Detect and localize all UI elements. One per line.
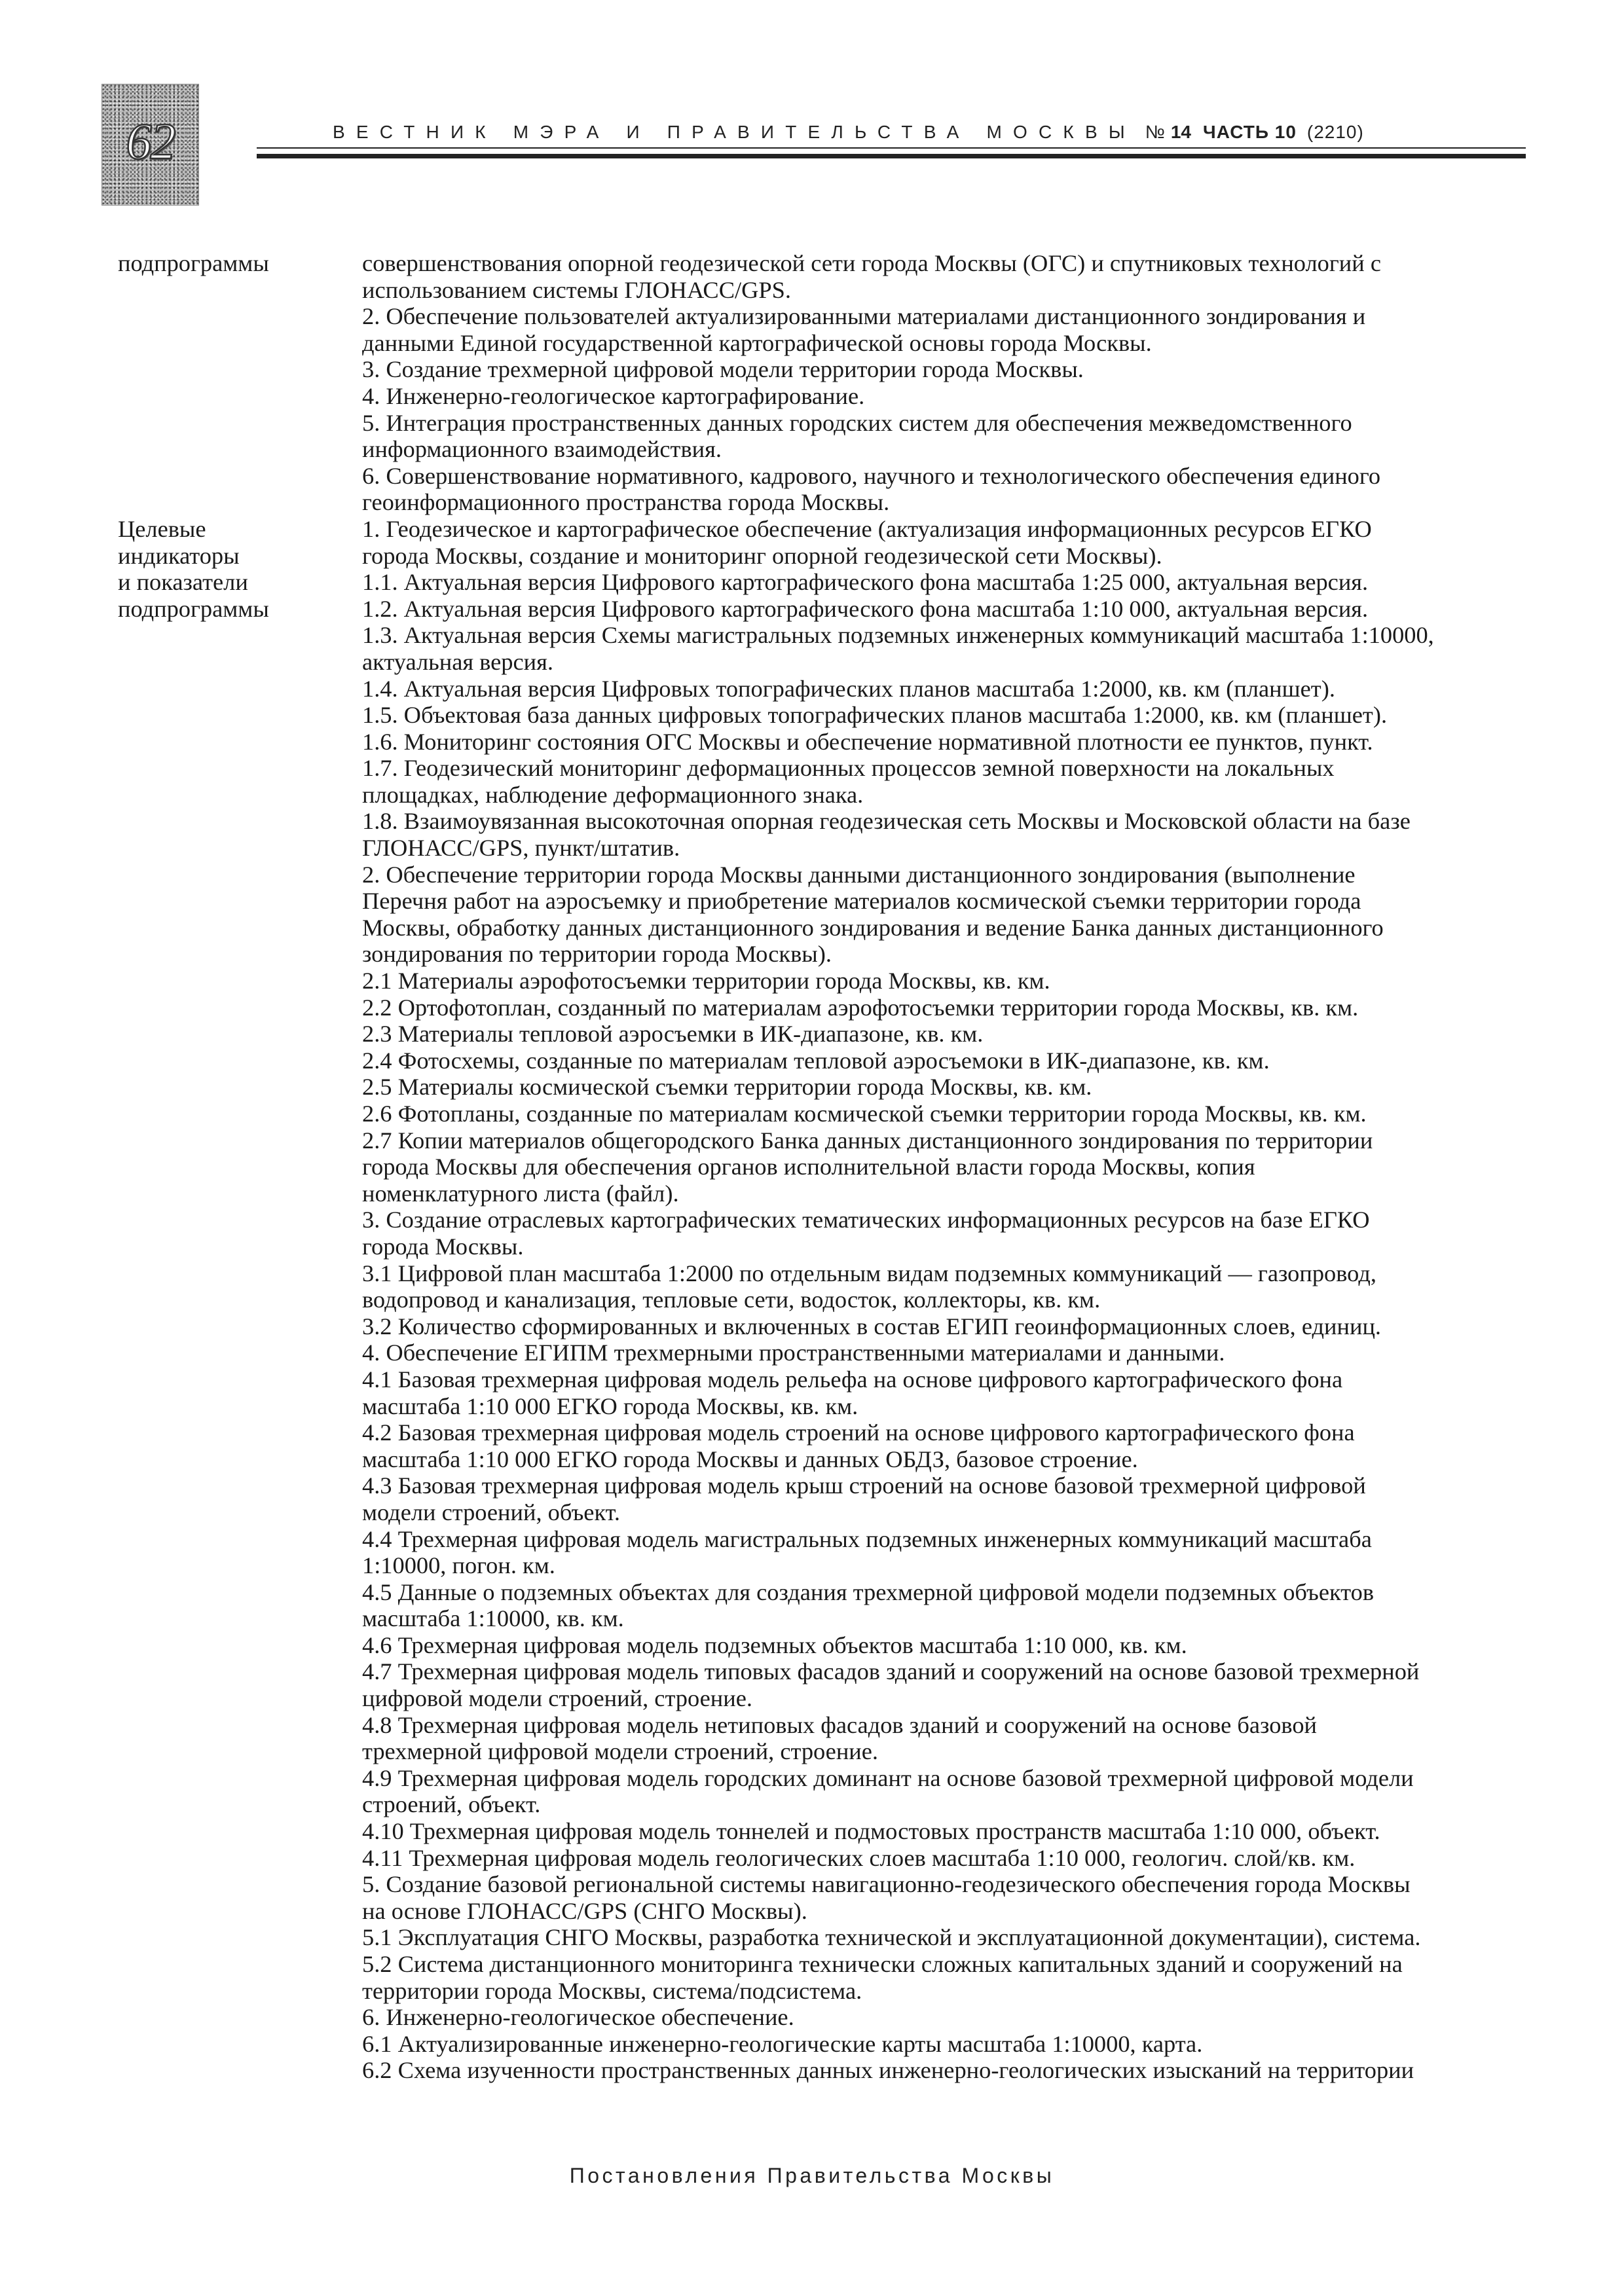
text-line: использованием системы ГЛОНАСС/GPS. (362, 276, 791, 303)
text-line: 4.10 Трехмерная цифровая модель тоннелей и подмостовых пространств масштаба 1:10 000, объект. (362, 1818, 1380, 1845)
part-label: ЧАСТЬ 10 (1203, 122, 1297, 142)
text-line: города Москвы для обеспечения органов исполнительной власти города Москвы, копия (362, 1154, 1255, 1180)
text-line: 6. Совершенствование нормативного, кадрового, научного и технологического обеспечения единого (362, 462, 1381, 489)
text-line: масштаба 1:10000, кв. км. (362, 1605, 624, 1632)
text-line: номенклатурного листа (файл). (362, 1180, 679, 1207)
text-line: 4.4 Трехмерная цифровая модель магистральных подземных инженерных коммуникаций масштаба (362, 1525, 1372, 1552)
text-line: территории города Москвы, система/подсистема. (362, 1977, 862, 2004)
issue-number: 14 (1170, 122, 1192, 142)
text-line: 3. Создание отраслевых картографических тематических информационных ресурсов на базе ЕГКО (362, 1207, 1370, 1233)
row-label: подпрограммы (118, 250, 269, 276)
text-line: трехмерной цифровой модели строений, строение. (362, 1738, 879, 1765)
text-line: актуальная версия. (362, 648, 553, 675)
text-line: масштаба 1:10 000 ЕГКО города Москвы и данных ОБДЗ, базовое строение. (362, 1446, 1138, 1472)
text-line: масштаба 1:10 000 ЕГКО города Москвы, кв. км. (362, 1393, 858, 1419)
text-line: 4.5 Данные о подземных объектах для создания трехмерной цифровой модели подземных объектов (362, 1578, 1375, 1605)
page-number: 62 (126, 113, 175, 170)
page-number-badge (101, 84, 199, 206)
text-line: модели строений, объект. (362, 1499, 620, 1525)
text-line: 5.2 Система дистанционного мониторинга технически сложных капитальных зданий и сооружений на (362, 1951, 1403, 1977)
text-line: 1.8. Взаимоувязанная высокоточная опорная геодезическая сеть Москвы и Московской области на базе (362, 808, 1411, 835)
text-line: 4.7 Трехмерная цифровая модель типовых фасадов зданий и сооружений на основе базовой трехмерной (362, 1658, 1420, 1685)
text-line: 5.1 Эксплуатация СНГО Москвы, разработка технической и эксплуатационной документации), система. (362, 1924, 1421, 1951)
text-line: ГЛОНАСС/GPS, пункт/штатив. (362, 835, 680, 862)
text-line: 2.6 Фотопланы, созданные по материалам космической съемки территории города Москвы, кв. км. (362, 1101, 1367, 1127)
text-line: 4.8 Трехмерная цифровая модель нетиповых фасадов зданий и сооружений на основе базовой (362, 1711, 1317, 1738)
text-line: на основе ГЛОНАСС/GPS (СНГО Москвы). (362, 1897, 807, 1924)
text-line: города Москвы, создание и мониторинг опорной геодезической сети Москвы). (362, 542, 1162, 569)
text-line: 4.11 Трехмерная цифровая модель геологических слоев масштаба 1:10 000, геологич. слой/кв. км. (362, 1844, 1356, 1871)
text-line: 1:10000, погон. км. (362, 1552, 555, 1579)
text-line: 1. Геодезическое и картографическое обеспечение (актуализация информационных ресурсов ЕГКО (362, 515, 1372, 542)
header-rule-thick (257, 154, 1526, 158)
text-line: 4. Обеспечение ЕГИПМ трехмерными пространственными материалами и данными. (362, 1339, 1225, 1366)
issue-code: (2210) (1306, 122, 1364, 142)
text-line: 2.1 Материалы аэрофотосъемки территории города Москвы, кв. км. (362, 968, 1050, 994)
text-line: Москвы, обработку данных дистанционного зондирования и ведение Банка данных дистанционного (362, 914, 1384, 941)
text-line: 5. Создание базовой региональной системы навигационно-геодезического обеспечения города Москвы (362, 1871, 1411, 1898)
text-line: 1.5. Объектовая база данных цифровых топографических планов масштаба 1:2000, кв. км (планшет). (362, 702, 1388, 729)
text-line: 1.6. Мониторинг состояния ОГС Москвы и обеспечение нормативной плотности ее пунктов, пункт. (362, 728, 1373, 755)
text-line: геоинформационного пространства города Москвы. (362, 489, 890, 516)
row-content (362, 250, 1532, 516)
text-line: 4.3 Базовая трехмерная цифровая модель крыш строений на основе базовой трехмерной цифровой (362, 1472, 1366, 1499)
text-line: 6.2 Схема изученности пространственных данных инженерно-геологических изысканий на территории (362, 2057, 1414, 2084)
text-line: 2.4 Фотосхемы, созданные по материалам тепловой аэросъемоки в ИК-диапазоне, кв. км. (362, 1047, 1270, 1074)
row-label: Целевые индикаторы и показатели подпрограммы (118, 515, 269, 622)
passport-table (118, 250, 1532, 2084)
journal-title: ВЕСТНИК МЭРА И ПРАВИТЕЛЬСТВА МОСКВЫ (333, 122, 1136, 142)
text-line: зондирования по территории города Москвы). (362, 941, 832, 968)
text-line: 4. Инженерно-геологическое картографирование. (362, 382, 865, 409)
text-line: 2.3 Материалы тепловой аэросъемки в ИК-диапазоне, кв. км. (362, 1021, 984, 1048)
text-line: цифровой модели строений, строение. (362, 1685, 752, 1712)
text-line: информационного взаимодействия. (362, 436, 722, 463)
text-line: 3.2 Количество сформированных и включенных в состав ЕГИП геоинформационных слоев, единиц. (362, 1313, 1382, 1339)
text-line: 1.3. Актуальная версия Схемы магистральных подземных инженерных коммуникаций масштаба 1:10000, (362, 622, 1434, 649)
text-line: строений, объект. (362, 1791, 541, 1818)
text-line: 1.4. Актуальная версия Цифровых топографических планов масштаба 1:2000, кв. км (планшет). (362, 675, 1335, 702)
text-line: 4.6 Трехмерная цифровая модель подземных объектов масштаба 1:10 000, кв. км. (362, 1631, 1187, 1658)
header-rule-thin (257, 147, 1526, 149)
text-line: 3.1 Цифровой план масштаба 1:2000 по отдельным видам подземных коммуникаций — газопровод, (362, 1260, 1376, 1286)
text-line: 2.5 Материалы космической съемки территории города Москвы, кв. км. (362, 1074, 1092, 1101)
text-line: водопровод и канализация, тепловые сети, водосток, коллекторы, кв. км. (362, 1286, 1101, 1313)
row-content (362, 516, 1532, 2084)
text-line: 1.7. Геодезический мониторинг деформационных процессов земной поверхности на локальных (362, 755, 1335, 782)
text-line: 4.9 Трехмерная цифровая модель городских доминант на основе базовой трехмерной цифровой модели (362, 1764, 1414, 1791)
text-line: 1.1. Актуальная версия Цифрового картографического фона масштаба 1:25 000, актуальная версия. (362, 569, 1369, 596)
text-line: 4.1 Базовая трехмерная цифровая модель рельефа на основе цифрового картографического фона (362, 1366, 1343, 1393)
text-line: 6.1 Актуализированные инженерно-геологические карты масштаба 1:10000, карта. (362, 2030, 1203, 2057)
text-line: совершенствования опорной геодезической сети города Москвы (ОГС) и спутниковых технологий с (362, 250, 1381, 276)
text-line: данными Единой государственной картографической основы города Москвы. (362, 329, 1152, 356)
text-line: 5. Интеграция пространственных данных городских систем для обеспечения межведомственного (362, 409, 1352, 436)
text-line: 4.2 Базовая трехмерная цифровая модель строений на основе цифрового картографического фона (362, 1419, 1355, 1446)
text-line: Перечня работ на аэросъемку и приобретение материалов космической съемки территории города (362, 888, 1361, 915)
text-line: 2. Обеспечение территории города Москвы данными дистанционного зондирования (выполнение (362, 861, 1356, 888)
issue-label: № (1145, 122, 1166, 142)
text-line: 2.2 Ортофотоплан, созданный по материалам аэрофотосъемки территории города Москвы, кв. км. (362, 994, 1359, 1021)
text-line: 3. Создание трехмерной цифровой модели территории города Москвы. (362, 356, 1084, 383)
running-header (333, 118, 1364, 147)
text-line: города Москвы. (362, 1233, 524, 1260)
text-line: 2.7 Копии материалов общегородского Банка данных дистанционного зондирования по территории (362, 1127, 1373, 1154)
text-line: 1.2. Актуальная версия Цифрового картографического фона масштаба 1:10 000, актуальная версия. (362, 595, 1369, 622)
text-line: площадках, наблюдение деформационного знака. (362, 781, 864, 808)
text-line: 2. Обеспечение пользователей актуализированными материалами дистанционного зондирования и (362, 303, 1366, 330)
text-line: 6. Инженерно-геологическое обеспечение. (362, 2004, 794, 2031)
page-footer: Постановления Правительства Москвы (569, 2164, 1055, 2187)
